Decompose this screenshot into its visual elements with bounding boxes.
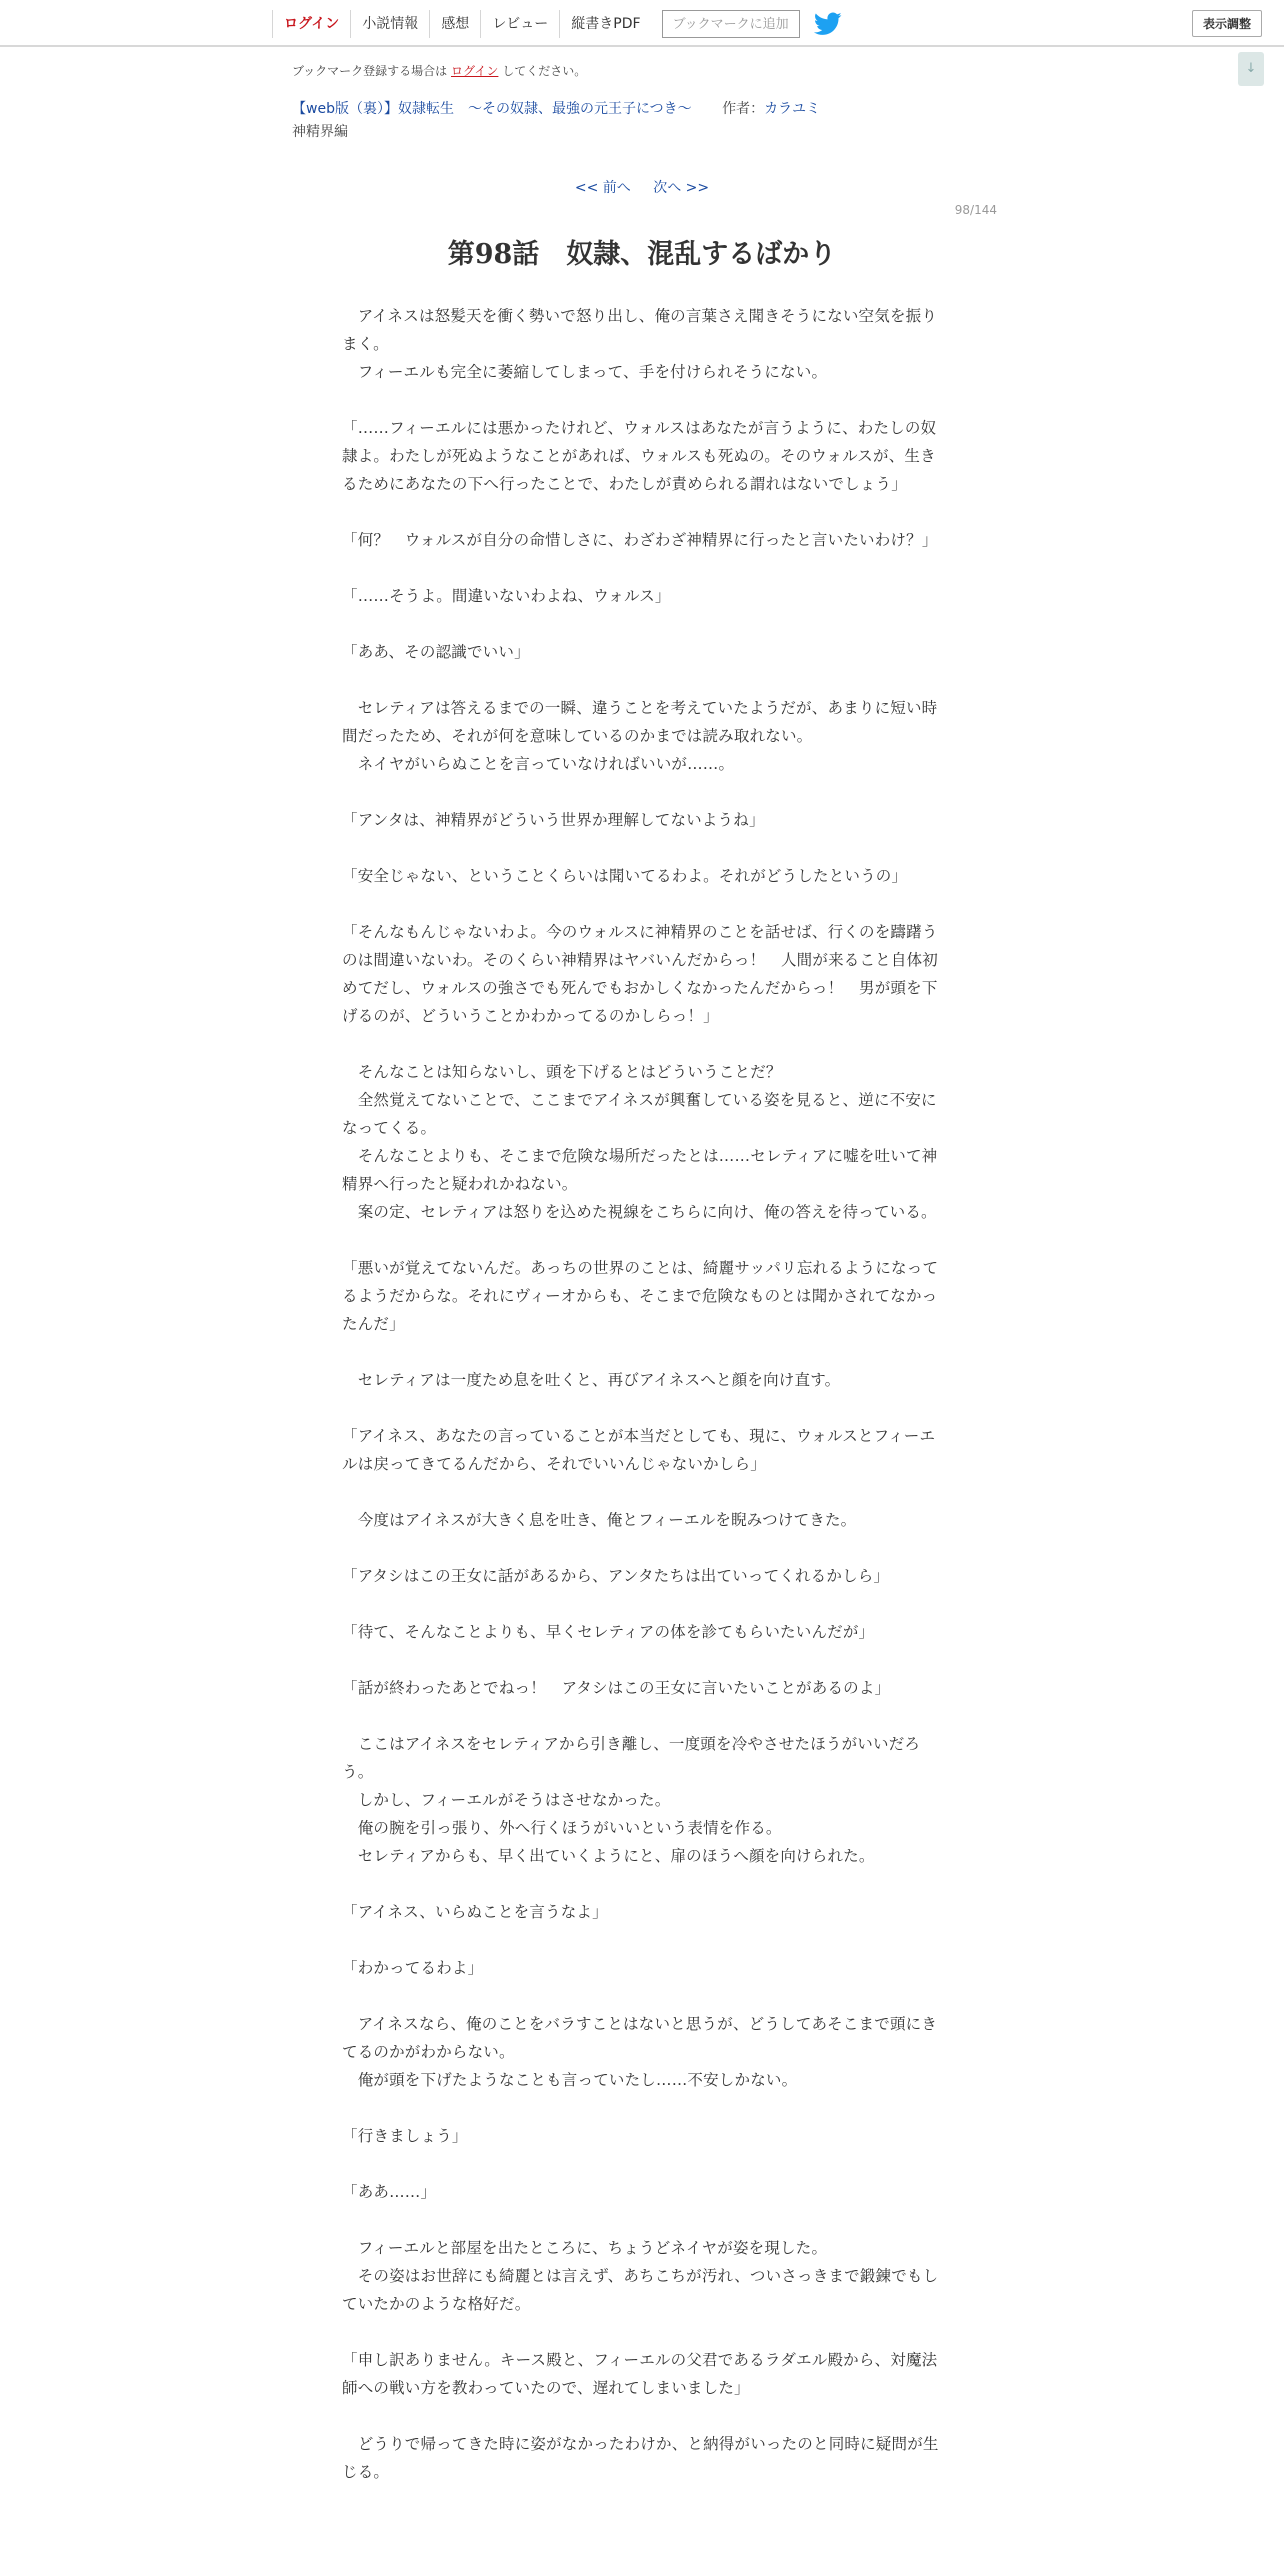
body-paragraph: 「申し訳ありません。キース殿と、フィーエルの父君であるラダエル殿から、対魔法師への戦い方を教わっていたので、遅れてしまいました」 <box>342 2351 938 2397</box>
prev-chapter-link[interactable]: << 前へ <box>574 180 631 196</box>
nav-impressions-link[interactable]: 感想 <box>429 10 480 38</box>
blank-line <box>342 666 940 694</box>
display-settings-button[interactable]: 表示調整 <box>1192 10 1262 37</box>
novel-title-row <box>292 98 820 118</box>
body-paragraph: 「アタシはこの王女に話があるから、アンタたちは出ていってくれるかしら」 <box>342 1567 890 1585</box>
body-paragraph: 「アイネス、あなたの言っていることが本当だとしても、現に、ウォルスとフィーエルは戻ってきてるんだから、それでいいんじゃないかしら」 <box>342 1427 936 1473</box>
body-paragraph: そんなことは知らないし、頭を下げるとはどういうことだ？ <box>342 1063 782 1081</box>
body-paragraph: 「わかってるわよ」 <box>342 1959 484 1977</box>
blank-line <box>342 2318 940 2346</box>
add-bookmark-button[interactable]: ブックマークに追加 <box>662 10 800 38</box>
body-paragraph: どうりで帰ってきた時に姿がなかったわけか、と納得がいったのと同時に疑問が生じる。 <box>342 2435 939 2481</box>
blank-line <box>342 1226 940 1254</box>
blank-line <box>342 2094 940 2122</box>
blank-line <box>342 834 940 862</box>
blank-line <box>342 1338 940 1366</box>
blank-line <box>342 386 940 414</box>
blank-line <box>342 1534 940 1562</box>
bookmark-login-notice <box>292 62 586 79</box>
blank-line <box>342 498 940 526</box>
chapter-body <box>342 302 940 2486</box>
body-paragraph: 「……フィーエルには悪かったけれど、ウォルスはあなたが言うように、わたしの奴隷よ。わたしが死ぬようなことがあれば、ウォルスも死ぬの。そのウォルスが、生きるためにあなたの下へ行ったことで、わたしが責められる謂れはないでしょう」 <box>342 419 937 493</box>
author-link[interactable]: カラユミ <box>764 101 821 117</box>
blank-line <box>342 1982 940 2010</box>
body-paragraph: 俺の腕を引っ張り、外へ行くほうがいいという表情を作る。 <box>342 1819 782 1837</box>
blank-line <box>342 1870 940 1898</box>
blank-line <box>342 1926 940 1954</box>
body-paragraph: 俺が頭を下げたようなことも言っていたし……不安しかない。 <box>342 2071 798 2089</box>
body-paragraph: 「……そうよ。間違いないわよね、ウォルス」 <box>342 587 671 605</box>
next-chapter-link[interactable]: 次へ >> <box>653 180 710 196</box>
section-label: 神精界編 <box>292 124 348 140</box>
blank-line <box>342 1478 940 1506</box>
chapter-title: 第98話 奴隷、混乱するばかり <box>447 239 837 270</box>
author-label: 作者： <box>722 101 765 117</box>
body-paragraph: しかし、フィーエルがそうはさせなかった。 <box>342 1791 671 1809</box>
body-paragraph: 「アイネス、いらぬことを言うなよ」 <box>342 1903 608 1921</box>
body-paragraph: セレティアからも、早く出ていくようにと、扉のほうへ顔を向けられた。 <box>342 1847 875 1865</box>
blank-line <box>342 1590 940 1618</box>
notice-text-before: ブックマーク登録する場合は <box>292 64 448 78</box>
body-paragraph: 「何？ ウォルスが自分の命惜しさに、わざわざ神精界に行ったと言いたいわけ？」 <box>342 531 938 549</box>
body-paragraph: 「安全じゃない、ということくらいは聞いてるわよ。それがどうしたというの」 <box>342 867 908 885</box>
twitter-icon[interactable] <box>814 12 842 36</box>
body-paragraph: 「そんなもんじゃないわよ。今のウォルスに神精界のことを話せば、行くのを躊躇うのは間違いないわ。そのくらい神精界はヤバいんだからっ！ 人間が来ること自体初めてだし、ウォルスの強さでも死んでもおかしくなかったんだからっ！ 男が頭を下げるのが、どういうことかわかってるのかしらっ！」 <box>342 923 938 1025</box>
body-paragraph: 案の定、セレティアは怒りを込めた視線をこちらに向け、俺の答えを待っている。 <box>342 1203 937 1221</box>
scroll-down-tab[interactable]: ↓ <box>1238 52 1264 86</box>
blank-line <box>342 1394 940 1422</box>
body-paragraph: 「待て、そんなことよりも、早くセレティアの体を診てもらいたいんだが」 <box>342 1623 875 1641</box>
blank-line <box>342 1702 940 1730</box>
blank-line <box>342 610 940 638</box>
blank-line <box>342 2402 940 2430</box>
body-paragraph: 「悪いが覚えてないんだ。あっちの世界のことは、綺麗サッパリ忘れるようになってるようだからな。それにヴィーオからも、そこまで危険なものとは聞かされてなかったんだ」 <box>342 1259 939 1333</box>
chapter-count: 98/144 <box>954 203 997 217</box>
body-paragraph: セレティアは答えるまでの一瞬、違うことを考えていたようだが、あまりに短い時間だったため、それが何を意味しているのかまでは読み取れない。 <box>342 699 938 745</box>
body-paragraph: 今度はアイネスが大きく息を吐き、俺とフィーエルを睨みつけてきた。 <box>342 1511 857 1529</box>
nav-login-link[interactable]: ログイン <box>272 10 350 38</box>
novel-title-link[interactable]: 【web版（裏）】奴隷転生 ～その奴隷、最強の元王子につき～ <box>292 101 692 117</box>
body-paragraph: 「行きましょう」 <box>342 2127 468 2145</box>
body-paragraph: 「話が終わったあとでねっ！ アタシはこの王女に言いたいことがあるのよ」 <box>342 1679 891 1697</box>
body-paragraph: 「ああ……」 <box>342 2183 437 2201</box>
body-paragraph: ネイヤがいらぬことを言っていなければいいが……。 <box>342 755 735 773</box>
body-paragraph: セレティアは一度ため息を吐くと、再びアイネスへと顔を向け直す。 <box>342 1371 841 1389</box>
nav-vertical-pdf-link[interactable]: 縦書きPDF <box>559 10 651 38</box>
body-paragraph: 「アンタは、神精界がどういう世界か理解してないようね」 <box>342 811 765 829</box>
chapter-pager <box>0 177 1284 197</box>
top-nav <box>272 0 842 47</box>
blank-line <box>342 1646 940 1674</box>
body-paragraph: フィーエルも完全に萎縮してしまって、手を付けられそうにない。 <box>342 363 828 381</box>
body-paragraph: フィーエルと部屋を出たところに、ちょうどネイヤが姿を現した。 <box>342 2239 828 2257</box>
body-paragraph: その姿はお世辞にも綺麗とは言えず、あちこちが汚れ、ついさっきまで鍛錬でもしていたかのような格好だ。 <box>342 2267 939 2313</box>
body-paragraph: 全然覚えてないことで、ここまでアイネスが興奮している姿を見ると、逆に不安になってくる。 <box>342 1091 937 1137</box>
blank-line <box>342 890 940 918</box>
site-header <box>0 0 1284 47</box>
nav-review-link[interactable]: レビュー <box>480 10 559 38</box>
blank-line <box>342 778 940 806</box>
blank-line <box>342 554 940 582</box>
blank-line <box>342 2150 940 2178</box>
body-paragraph: そんなことよりも、そこまで危険な場所だったとは……セレティアに嘘を吐いて神精界へ行ったと疑われかねない。 <box>342 1147 938 1193</box>
notice-login-link[interactable]: ログイン <box>451 64 499 78</box>
body-paragraph: ここはアイネスをセレティアから引き離し、一度頭を冷やさせたほうがいいだろう。 <box>342 1735 921 1781</box>
body-paragraph: 「ああ、その認識でいい」 <box>342 643 530 661</box>
blank-line <box>342 1030 940 1058</box>
body-paragraph: アイネスは怒髪天を衝く勢いで怒り出し、俺の言葉さえ聞きそうにない空気を振りまく。 <box>342 307 938 353</box>
body-paragraph: アイネスなら、俺のことをバラすことはないと思うが、どうしてあそこまで頭にきてるのかがわからない。 <box>342 2015 938 2061</box>
nav-novel-info-link[interactable]: 小説情報 <box>350 10 429 38</box>
notice-text-after: してください。 <box>502 64 587 78</box>
blank-line <box>342 2206 940 2234</box>
